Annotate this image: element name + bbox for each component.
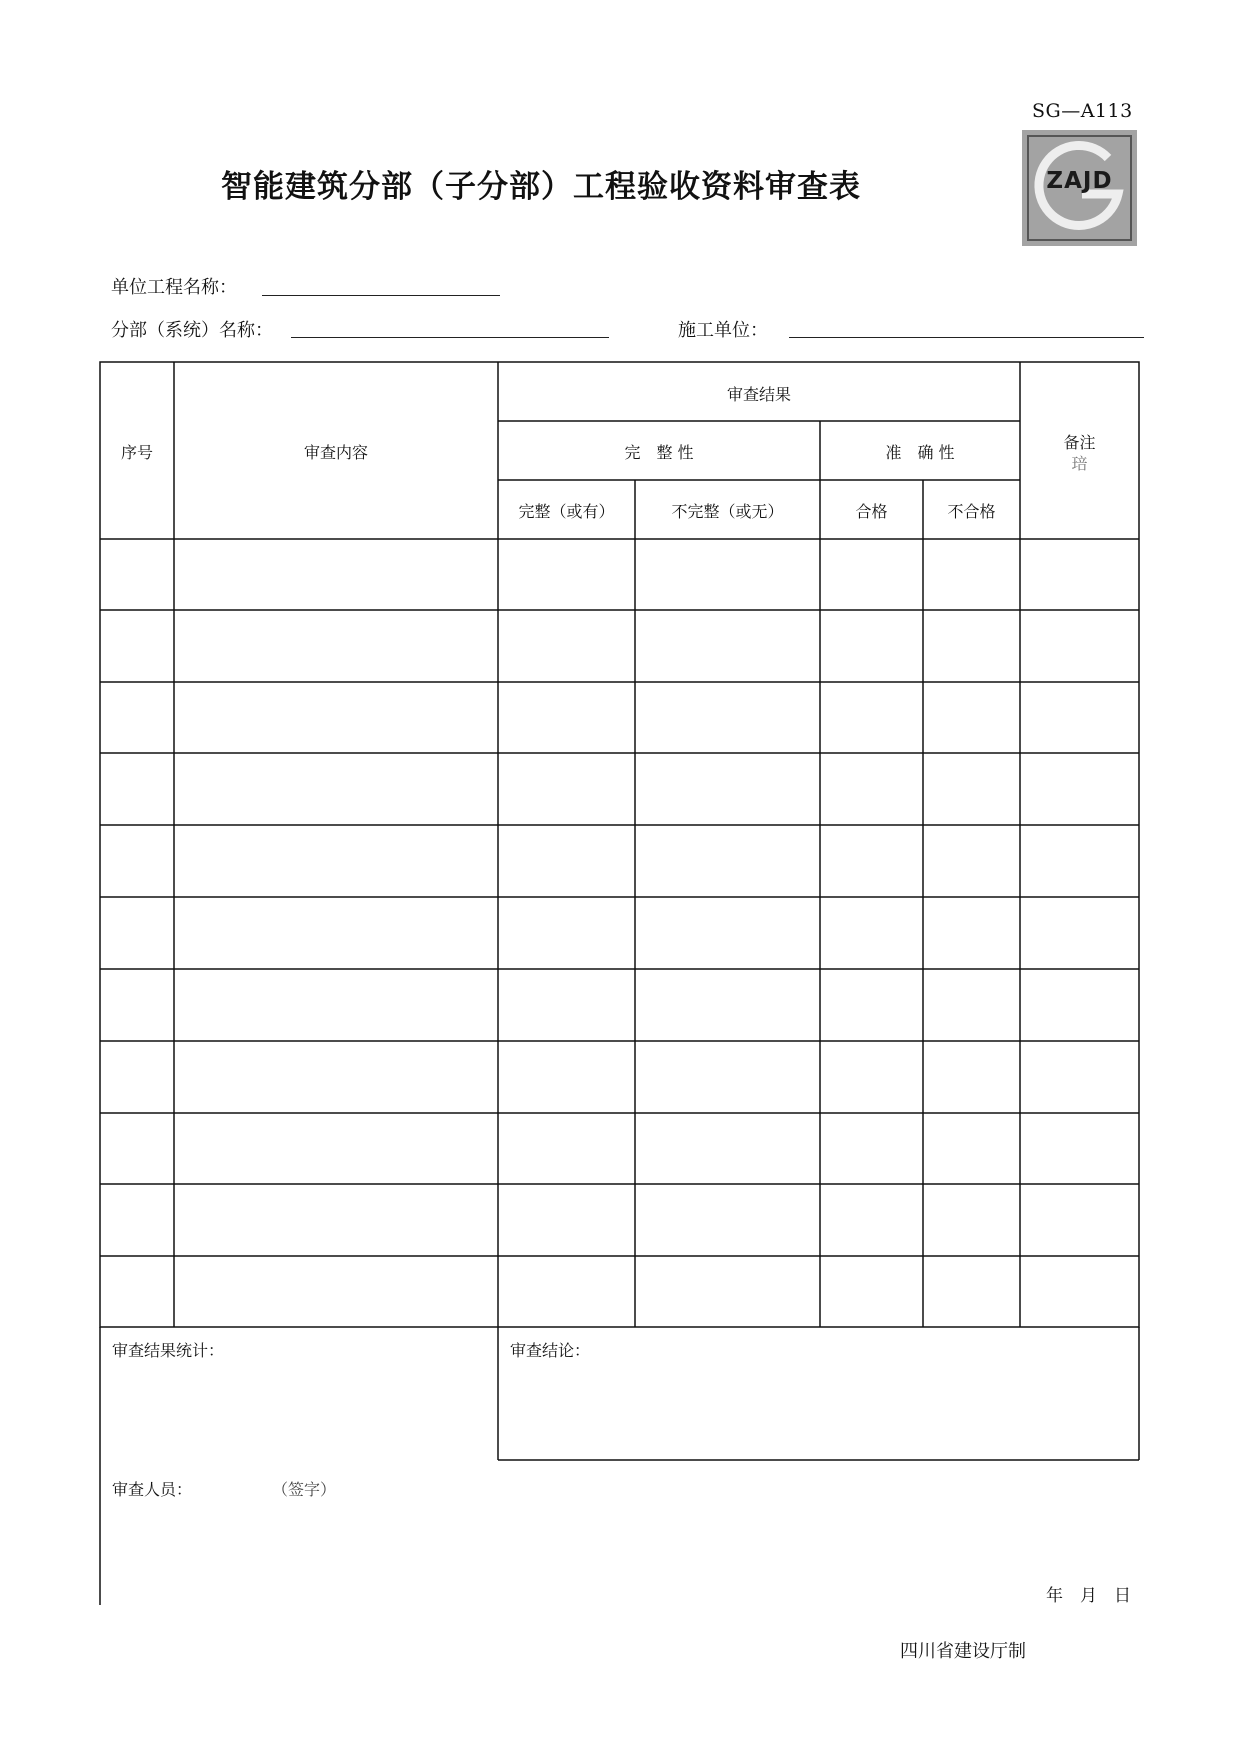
header-incomplete: 不完整（或无）	[671, 502, 784, 521]
signature-hint: （签字）	[272, 1480, 337, 1499]
form-code: SG—A113	[1032, 100, 1133, 122]
header-qualified: 合格	[855, 502, 888, 521]
issuer-footer: 四川省建设厅制	[900, 1641, 1026, 1662]
header-seq: 序号	[120, 443, 153, 462]
page-title: 智能建筑分部（子分部）工程验收资料审查表	[221, 169, 861, 205]
statistics-label: 审查结果统计：	[112, 1341, 225, 1360]
header-unqualified: 不合格	[947, 502, 996, 521]
logo-text: ZAJD	[1046, 168, 1113, 194]
header-complete: 完整（或有）	[518, 502, 615, 521]
header-result: 审查结果	[726, 385, 791, 404]
constructor-label: 施工单位：	[678, 320, 768, 341]
conclusion-label: 审查结论：	[510, 1341, 591, 1360]
header-remark: 备注	[1063, 433, 1096, 452]
header-completeness: 完 整 性	[624, 443, 694, 462]
date-label: 年 月 日	[1046, 1586, 1131, 1606]
unit-project-label: 单位工程名称：	[111, 277, 237, 298]
header-accuracy: 准 确 性	[885, 443, 955, 462]
header-content: 审查内容	[303, 443, 368, 462]
subdivision-label: 分部（系统）名称：	[111, 320, 273, 341]
header-remark-note: 琣	[1071, 454, 1088, 473]
reviewer-label: 审查人员：	[112, 1480, 193, 1499]
